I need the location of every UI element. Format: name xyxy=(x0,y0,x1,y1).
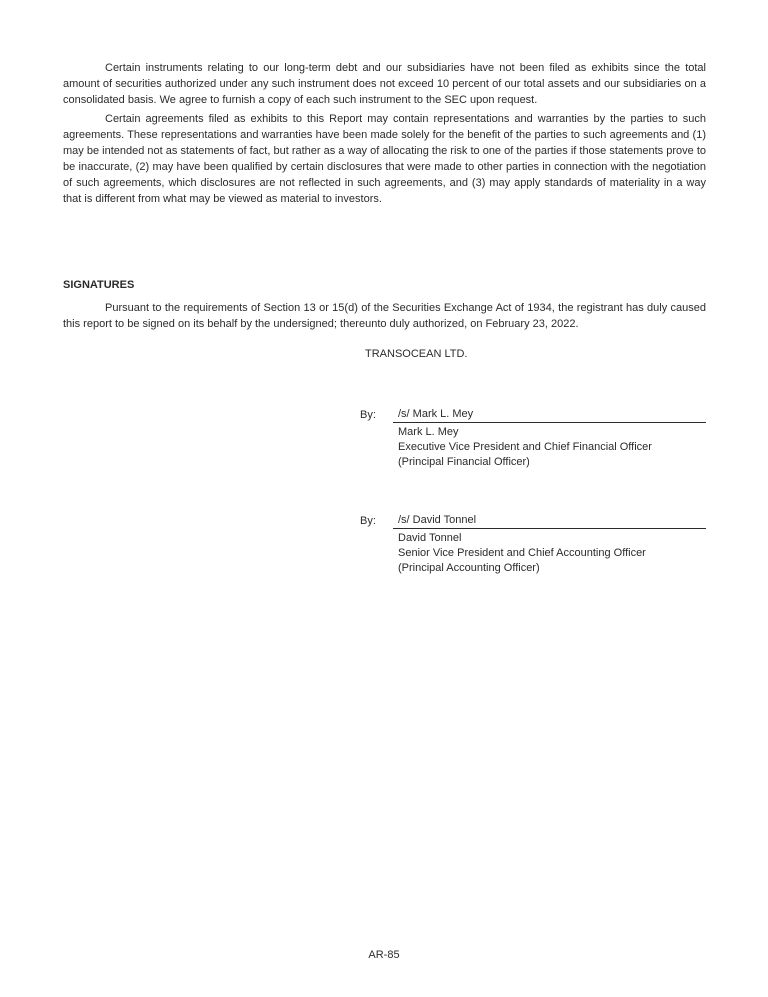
company-name: TRANSOCEAN LTD. xyxy=(365,348,468,360)
signer-subtitle: (Principal Accounting Officer) xyxy=(398,562,540,574)
signatures-intro: Pursuant to the requirements of Section 13 or 15(d) of the Securities Exchange Act of 1934, the registrant has duly caused this report to be signed on its behalf by the undersigned; thereunto duly authorized, on February 23, 2022. xyxy=(63,302,706,330)
page-number: AR-85 xyxy=(368,949,400,961)
by-label: By: xyxy=(360,515,376,527)
signature-block-cao xyxy=(360,512,706,576)
by-label: By: xyxy=(360,409,376,421)
signature-line: /s/ David Tonnel xyxy=(393,512,706,529)
signature-row xyxy=(360,406,706,423)
signature-line: /s/ Mark L. Mey xyxy=(393,406,706,423)
paragraph-instruments: Certain instruments relating to our long-term debt and our subsidiaries have not been filed as exhibits since the total amount of securities authorized under any such instrument does not exceed 10 percent of our total assets and our subsidiaries on a consolidated basis. We agree to furnish a copy of each such instrument to the SEC upon request. xyxy=(63,62,706,106)
signer-title: Executive Vice President and Chief Financial Officer xyxy=(398,441,652,453)
signature-block-cfo xyxy=(360,406,706,470)
signer-details xyxy=(398,425,706,470)
signature-row xyxy=(360,512,706,529)
paragraph-agreements: Certain agreements filed as exhibits to this Report may contain representations and warranties by the parties to such agreements. These representations and warranties have been made solely for the benefit of the parties to such agreements and (1) may be intended not as statements of fact, but rather as a way of allocating the risk to one of the parties if those statements prove to be inaccurate, (2) may have been qualified by certain disclosures that were made to other parties in connection with the negotiation of such agreements, which disclosures are not reflected in such agreements, and (3) may apply standards of materiality in a way that is different from what may be viewed as material to investors. xyxy=(63,113,706,205)
signatures-heading: SIGNATURES xyxy=(63,279,135,291)
signer-subtitle: (Principal Financial Officer) xyxy=(398,456,530,468)
signer-title: Senior Vice President and Chief Accounting Officer xyxy=(398,547,646,559)
signer-name: David Tonnel xyxy=(398,532,462,544)
signer-details xyxy=(398,531,706,576)
signer-name: Mark L. Mey xyxy=(398,426,459,438)
document-content xyxy=(63,0,706,576)
